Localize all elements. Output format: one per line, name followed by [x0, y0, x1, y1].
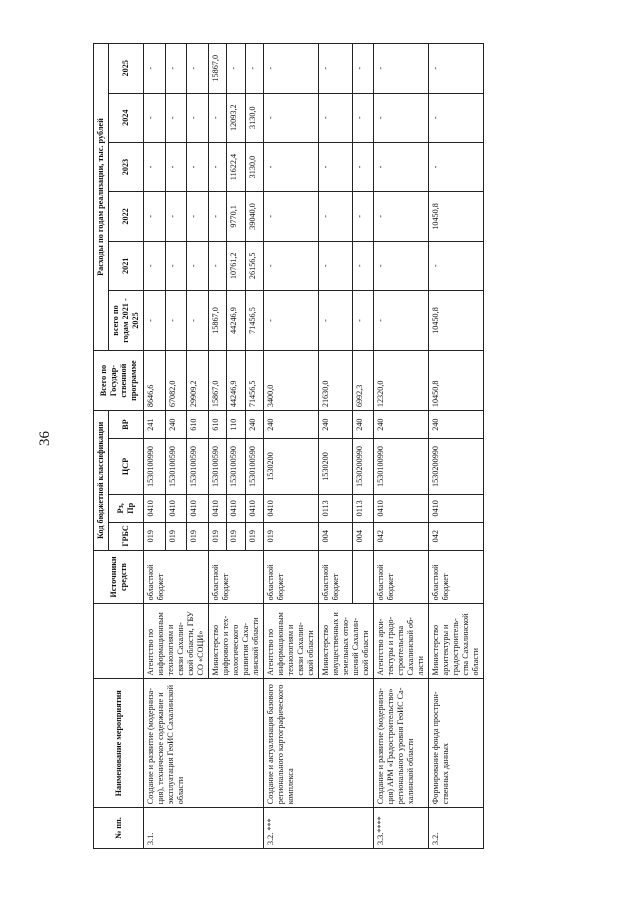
cell-total: - — [374, 290, 429, 350]
header-2022: 2022 — [109, 192, 144, 241]
cell-csr: 1530200 — [319, 439, 353, 495]
cell-2022: 10450,8 — [429, 192, 484, 241]
cell-executor: Министерство цифрового и тех-нологического развития Саха-линской области — [209, 604, 264, 679]
cell-source: областной бюджет — [144, 550, 209, 604]
cell-vr: 240 — [429, 411, 484, 439]
cell-csr: 1530100590 — [245, 439, 263, 495]
cell-2022: 39040,0 — [245, 192, 263, 241]
header-expenses: Расходы по годам реализации, тыс. рублей — [94, 44, 109, 351]
cell-vr: 240 — [353, 411, 374, 439]
cell-csr: 1530100590 — [227, 439, 245, 495]
header-source: Источники средств — [94, 550, 144, 604]
header-vr: ВР — [109, 411, 144, 439]
header-total-years: всего по годам 2021 - 2025 — [109, 290, 144, 350]
cell-2023: - — [264, 142, 319, 191]
cell-rzpr: 0113 — [353, 494, 374, 522]
header-2025: 2025 — [109, 44, 144, 94]
cell-2022: - — [144, 192, 166, 241]
cell-2023: - — [187, 142, 209, 191]
cell-rzpr: 0410 — [245, 494, 263, 522]
cell-rzpr: 0113 — [319, 494, 353, 522]
rotated-table-container — [93, 43, 514, 849]
cell-executor: Министерство архитектуры и градостроитель-ства Сахалинской области — [429, 604, 484, 679]
cell-total: - — [187, 290, 209, 350]
cell-csr: 1530200990 — [429, 439, 484, 495]
cell-grbs: 019 — [144, 522, 166, 550]
cell-2022: - — [374, 192, 429, 241]
cell-vr: 241 — [144, 411, 166, 439]
cell-total-gp: 12320,0 — [374, 351, 429, 411]
cell-vr: 610 — [209, 411, 227, 439]
cell-source — [353, 550, 374, 604]
cell-2023: - — [429, 142, 484, 191]
cell-2023: - — [144, 142, 166, 191]
cell-2024: - — [353, 93, 374, 142]
cell-csr: 1530100990 — [144, 439, 166, 495]
cell-vr: 240 — [245, 411, 263, 439]
cell-rzpr: 0410 — [165, 494, 187, 522]
cell-2024: - — [429, 93, 484, 142]
cell-2023: - — [353, 142, 374, 191]
cell-rzpr: 0410 — [264, 494, 319, 522]
cell-2021: 26156,5 — [245, 241, 263, 290]
header-name: Наименование мероприятия — [94, 679, 144, 808]
program-expenses-table — [93, 43, 484, 849]
cell-2022: - — [319, 192, 353, 241]
cell-csr: 1530100590 — [209, 439, 227, 495]
cell-executor: Агентство по информационным технологиям и связи Сахалин-ской области — [264, 604, 319, 679]
cell-total: - — [165, 290, 187, 350]
cell-total: - — [144, 290, 166, 350]
cell-total-gp: 15867,0 — [209, 351, 227, 411]
cell-total-gp: 44246,9 — [227, 351, 245, 411]
cell-2025: 15867,0 — [209, 44, 227, 94]
cell-csr: 1530100990 — [374, 439, 429, 495]
cell-2024: - — [187, 93, 209, 142]
cell-total: - — [319, 290, 353, 350]
cell-total: - — [353, 290, 374, 350]
cell-rzpr: 0410 — [144, 494, 166, 522]
cell-grbs: 019 — [165, 522, 187, 550]
cell-rzpr: 0410 — [374, 494, 429, 522]
cell-name: Создание и актуализация базового регионального картографического комплекса — [264, 679, 374, 808]
cell-total-gp: 71456,5 — [245, 351, 263, 411]
cell-2021: - — [319, 241, 353, 290]
cell-2022: - — [264, 192, 319, 241]
header-rzpr: Рз, Пр — [109, 494, 144, 522]
cell-2022: - — [165, 192, 187, 241]
cell-2023: - — [374, 142, 429, 191]
cell-2025: - — [353, 44, 374, 94]
cell-rzpr: 0410 — [227, 494, 245, 522]
cell-csr: 1530100590 — [187, 439, 209, 495]
table-row — [144, 44, 166, 849]
cell-total-gp: 6992,3 — [353, 351, 374, 411]
cell-grbs: 019 — [209, 522, 227, 550]
cell-2021: - — [144, 241, 166, 290]
cell-2022: - — [353, 192, 374, 241]
cell-num: 3.1. — [144, 808, 264, 849]
header-num: № пп. — [94, 808, 144, 849]
cell-total-gp: 10450,8 — [429, 351, 484, 411]
cell-2021: - — [353, 241, 374, 290]
cell-vr: 610 — [187, 411, 209, 439]
header-total-gp: Всего по Государ-ственной программе — [94, 351, 144, 411]
cell-rzpr: 0410 — [429, 494, 484, 522]
cell-2023: - — [319, 142, 353, 191]
cell-num: 3.2. — [429, 808, 484, 849]
cell-source: областной бюджет — [264, 550, 319, 604]
cell-2025: - — [429, 44, 484, 94]
cell-2024: - — [144, 93, 166, 142]
cell-2024: 12093,2 — [227, 93, 245, 142]
header-2023: 2023 — [109, 142, 144, 191]
cell-grbs: 004 — [319, 522, 353, 550]
cell-grbs: 004 — [353, 522, 374, 550]
cell-csr: 1530200990 — [353, 439, 374, 495]
cell-total-gp: 29909,2 — [187, 351, 209, 411]
cell-2025: - — [227, 44, 245, 94]
cell-vr: 240 — [319, 411, 353, 439]
header-2021: 2021 — [109, 241, 144, 290]
cell-2024: - — [209, 93, 227, 142]
cell-rzpr: 0410 — [187, 494, 209, 522]
cell-total: 71456,5 — [245, 290, 263, 350]
cell-rzpr: 0410 — [209, 494, 227, 522]
cell-2021: - — [429, 241, 484, 290]
header-csr: ЦСР — [109, 439, 144, 495]
cell-total-gp: 67082,0 — [165, 351, 187, 411]
cell-executor: Агентство по информационным технологиям и связи Сахалин-ской области, ГБУ СО «СОЦИ» — [144, 604, 209, 679]
table-row — [429, 44, 484, 849]
cell-2024: - — [319, 93, 353, 142]
cell-total: 15867,0 — [209, 290, 227, 350]
cell-2025: - — [264, 44, 319, 94]
header-budget-code: Код бюджетной классификации — [94, 411, 109, 551]
cell-2025: - — [319, 44, 353, 94]
cell-csr: 1530200 — [264, 439, 319, 495]
cell-name: Создание и развитие (модерниза-ция), техническое содержание и эксплуатация ГеоИС Сахалинской области — [144, 679, 264, 808]
cell-2024: - — [374, 93, 429, 142]
cell-source: областной бюджет — [374, 550, 429, 604]
cell-2024: 3130,0 — [245, 93, 263, 142]
cell-executor: Агентство архи-тектуры и градо-строительства Сахалинской об-ласти — [374, 604, 429, 679]
cell-vr: 240 — [165, 411, 187, 439]
cell-2021: - — [187, 241, 209, 290]
table-row — [374, 44, 429, 849]
cell-name: Формирование фонда простран-ственных данных — [429, 679, 484, 808]
cell-2023: - — [209, 142, 227, 191]
cell-num: 3.2. *** — [264, 808, 374, 849]
cell-2024: - — [165, 93, 187, 142]
cell-total: - — [264, 290, 319, 350]
cell-total-gp: 3400,0 — [264, 351, 319, 411]
cell-2024: - — [264, 93, 319, 142]
cell-source: областной бюджет — [209, 550, 264, 604]
cell-2021: - — [374, 241, 429, 290]
cell-2025: - — [144, 44, 166, 94]
cell-2022: 9770,1 — [227, 192, 245, 241]
cell-2025: - — [245, 44, 263, 94]
cell-vr: 240 — [264, 411, 319, 439]
cell-2025: - — [374, 44, 429, 94]
cell-name: Создание и развитие (модерниза-ция) АРМ «Градостроительство» регионального уровня ГеоИС Са-халинской области — [374, 679, 429, 808]
header-row-1 — [94, 44, 109, 849]
cell-2025: - — [187, 44, 209, 94]
cell-vr: 240 — [374, 411, 429, 439]
cell-executor: Министерство имущественных и земельных отно-шений Сахалин-ской области — [319, 604, 374, 679]
cell-total-gp: 21630,0 — [319, 351, 353, 411]
cell-2023: 11622,4 — [227, 142, 245, 191]
cell-grbs: 019 — [264, 522, 319, 550]
cell-2025: - — [165, 44, 187, 94]
cell-num: 3.3.**** — [374, 808, 429, 849]
cell-grbs: 019 — [245, 522, 263, 550]
page-number: 36 — [37, 431, 53, 446]
cell-vr: 110 — [227, 411, 245, 439]
cell-source: областной бюджет — [429, 550, 484, 604]
cell-grbs: 042 — [429, 522, 484, 550]
cell-csr: 1530100590 — [165, 439, 187, 495]
table-row — [264, 44, 319, 849]
cell-2021: 10761,2 — [227, 241, 245, 290]
cell-total: 10450,8 — [429, 290, 484, 350]
cell-total-gp: 8646,6 — [144, 351, 166, 411]
cell-grbs: 042 — [374, 522, 429, 550]
cell-grbs: 019 — [187, 522, 209, 550]
cell-2023: 3130,0 — [245, 142, 263, 191]
cell-2022: - — [209, 192, 227, 241]
header-grbs: ГРБС — [109, 522, 144, 550]
cell-2023: - — [165, 142, 187, 191]
cell-2022: - — [187, 192, 209, 241]
cell-total: 44246,9 — [227, 290, 245, 350]
cell-source: областной бюджет — [319, 550, 353, 604]
cell-2021: - — [264, 241, 319, 290]
header-2024: 2024 — [109, 93, 144, 142]
cell-2021: - — [165, 241, 187, 290]
cell-2021: - — [209, 241, 227, 290]
header-executor — [94, 604, 144, 679]
cell-grbs: 019 — [227, 522, 245, 550]
